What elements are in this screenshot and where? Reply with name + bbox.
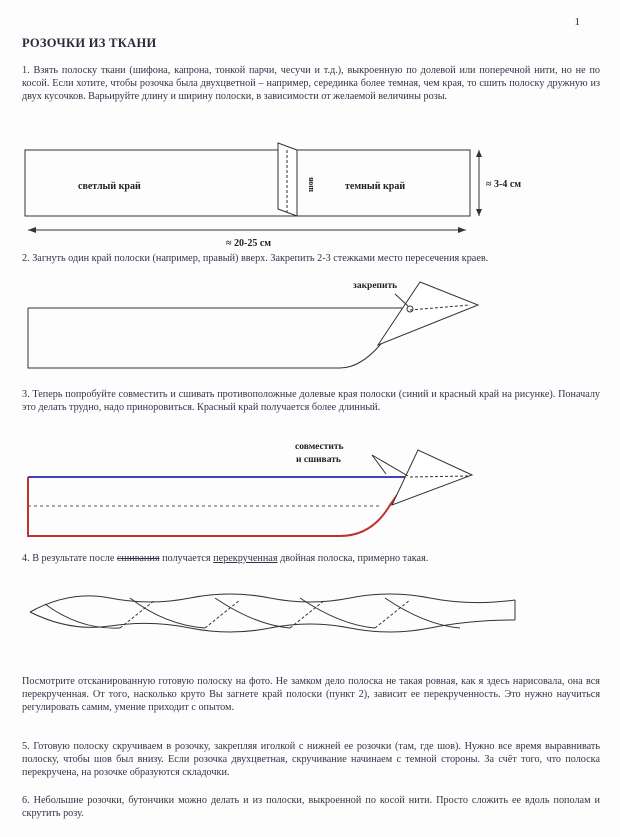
step-2-text: 2. Загнуть один край полоски (например, правый) вверх. Закрепить 2-3 стежками место пересечения краев. [22,253,489,264]
diagram-edges [28,442,472,536]
length-label: ≈ 20-25 см [226,238,272,249]
seam-label: шов [306,177,315,192]
step-4-mid: получается [159,553,214,564]
width-label: ≈ 3-4 см [486,179,522,190]
step-4-struck-word: сшивания [116,553,160,564]
light-edge-label: светлый край [78,181,141,192]
step-4-prefix: 4. В результате после [22,553,117,564]
align-label-line2: и сшивать [296,455,341,465]
step-5-text: 5. Готовую полоску скручиваем в розочку, закрепляя иголкой с нижней ее розочки (там, где шов). Нужно все время выравнивать полоску, чтобы шов был внизу. Если розочка двухцветная, скручивание начинаем с темной стороны. За счёт того, что полоска перекручена, на розочке образуются складочки. [22,741,600,779]
step-6-text: 6. Небольшие розочки, бутончики можно делать и из полоски, выкроенной по косой нити. Просто сложить ее вдоль пополам и скрутить розу. [22,795,600,820]
step-4-text [22,552,600,565]
align-label-line1: совместить [295,442,344,452]
diagram-twisted [30,594,515,632]
diagram-strip [25,143,521,249]
fix-label: закрепить [353,281,398,291]
page-number: 1 [574,16,580,28]
step-4-underlined-word: перекрученная [213,553,278,564]
step-1-text: 1. Взять полоску ткани (шифона, капрона, тонкой парчи, чесучи и т.д.), выкроенную по долевой или поперечной нити, но не по косой. Если хотите, чтобы розочка была двухцветной – например, серединка более темная, чем края, то сшить полоску дружную из двух кусочков. Варьируйте длину и ширину полоски, в зависимости от желаемой величины розы. [22,65,600,103]
page-title: РОЗОЧКИ ИЗ ТКАНИ [22,36,157,50]
photo-note-text: Посмотрите отсканированную готовую полоску на фото. Не замком дело полоска не такая ровная, как я здесь нарисовала, она вся перекрученная. От того, насколько круто Вы загнете край полоски (пункт 2), зависит ее перекрученность. Это нужно научиться регулировать самим, умение приходит с опытом. [22,676,600,714]
step-3-text: 3. Теперь попробуйте совместить и сшивать противоположные долевые края полоски (синий и красный край на рисунке). Поначалу это делать трудно, надо приноровиться. Красный край получается более длинный. [22,389,600,414]
step-4-suffix: двойная полоска, примерно такая. [277,553,429,564]
diagram-fold [28,281,478,368]
dark-edge-label: темный край [345,181,406,192]
